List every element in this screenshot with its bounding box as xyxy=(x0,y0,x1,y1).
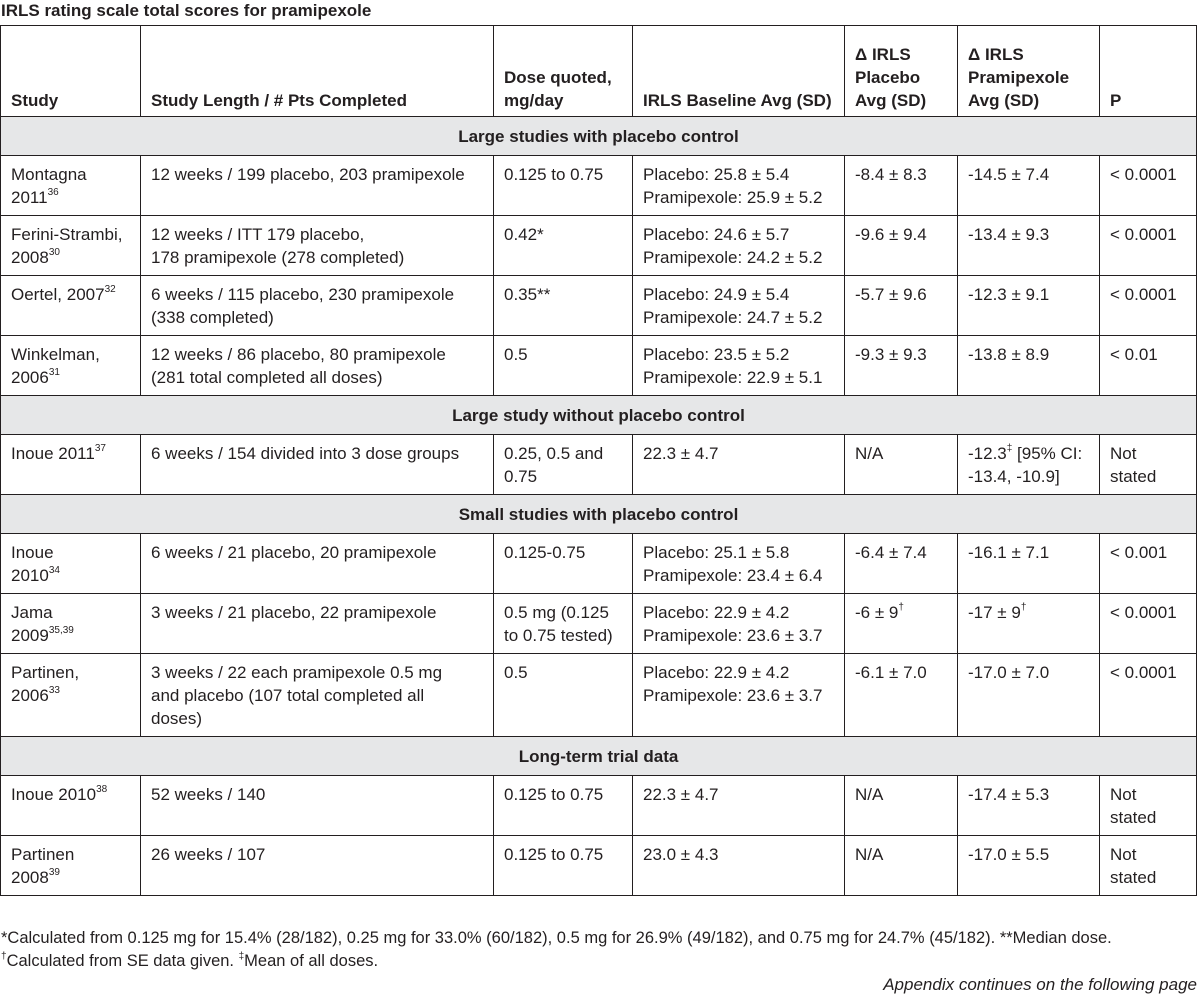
cell-placebo: -6.4 ± 7.4 xyxy=(845,534,958,594)
cell-study: Oertel, 2007$^{32}$ xyxy=(1,276,141,336)
cell-length: 12 weeks / ITT 179 placebo, 178 pramipexole (278 completed) xyxy=(141,216,494,276)
cell-placebo: -5.7 ± 9.6 xyxy=(845,276,958,336)
cell-dose: 0.5 xyxy=(494,654,633,737)
cell-p: Not stated xyxy=(1100,836,1197,896)
table-row xyxy=(1,654,1197,737)
cell-dose: 0.5 mg (0.125 to 0.75 tested) xyxy=(494,594,633,654)
col-header-placebo: Δ IRLS Placebo Avg (SD) xyxy=(845,26,958,117)
col-header-p: P xyxy=(1100,26,1197,117)
cell-pramipexole: -16.1 ± 7.1 xyxy=(958,534,1100,594)
cell-pramipexole: -17.0 ± 5.5 xyxy=(958,836,1100,896)
table-row xyxy=(1,836,1197,896)
cell-placebo: -9.3 ± 9.3 xyxy=(845,336,958,396)
col-header-baseline: IRLS Baseline Avg (SD) xyxy=(633,26,845,117)
cell-baseline: Placebo: 25.8 ± 5.4 Pramipexole: 25.9 ± 5.2 xyxy=(633,156,845,216)
cell-length: 26 weeks / 107 xyxy=(141,836,494,896)
section-row xyxy=(1,117,1197,156)
cell-length: 6 weeks / 154 divided into 3 dose groups xyxy=(141,435,494,495)
cell-p: < 0.0001 xyxy=(1100,654,1197,737)
citation-ref: 36 xyxy=(47,187,59,199)
citation-ref: 38 xyxy=(96,784,108,796)
section-heading: Small studies with placebo control xyxy=(1,495,1197,534)
cell-baseline: 22.3 ± 4.7 xyxy=(633,776,845,836)
cell-baseline: 22.3 ± 4.7 xyxy=(633,435,845,495)
citation-ref: 35,39 xyxy=(48,625,74,637)
cell-pramipexole: -12.3 ± 9.1 xyxy=(958,276,1100,336)
citation-ref: 32 xyxy=(104,284,116,296)
cell-length: 3 weeks / 21 placebo, 22 pramipexole xyxy=(141,594,494,654)
cell-pramipexole: -17.0 ± 7.0 xyxy=(958,654,1100,737)
citation-ref: 37 xyxy=(94,443,106,455)
footnote-line-1: *Calculated from 0.125 mg for 15.4% (28/182), 0.25 mg for 33.0% (60/182), 0.5 mg for 26.9% (49/182), and 0.75 mg for 24.7% (45/182). **Median dose. xyxy=(1,929,1112,947)
cell-pramipexole: -17.4 ± 5.3 xyxy=(958,776,1100,836)
col-header-pramipexole: Δ IRLS Pramipexole Avg (SD) xyxy=(958,26,1100,117)
cell-baseline: Placebo: 22.9 ± 4.2 Pramipexole: 23.6 ± 3.7 xyxy=(633,594,845,654)
cell-study: Montagna 2011$^{36}$ xyxy=(1,156,141,216)
section-row xyxy=(1,737,1197,776)
table-row xyxy=(1,776,1197,836)
table-row xyxy=(1,216,1197,276)
citation-ref: 34 xyxy=(48,565,60,577)
footnote-mark: † xyxy=(1020,602,1027,614)
cell-dose: 0.125 to 0.75 xyxy=(494,156,633,216)
cell-placebo: -6.1 ± 7.0 xyxy=(845,654,958,737)
cell-p: < 0.0001 xyxy=(1100,594,1197,654)
cell-study: Jama 2009$^{35,39}$ xyxy=(1,594,141,654)
cell-study: Partinen 2008$^{39}$ xyxy=(1,836,141,896)
table-row xyxy=(1,336,1197,396)
cell-p: < 0.0001 xyxy=(1100,276,1197,336)
cell-placebo: -9.6 ± 9.4 xyxy=(845,216,958,276)
cell-dose: 0.125 to 0.75 xyxy=(494,776,633,836)
cell-length: 6 weeks / 21 placebo, 20 pramipexole xyxy=(141,534,494,594)
cell-study: Partinen, 2006$^{33}$ xyxy=(1,654,141,737)
table-caption: IRLS rating scale total scores for pramipexole xyxy=(1,1,372,20)
cell-baseline: Placebo: 25.1 ± 5.8 Pramipexole: 23.4 ± 6.4 xyxy=(633,534,845,594)
cell-study: Inoue 2010$^{34}$ xyxy=(1,534,141,594)
table-row xyxy=(1,276,1197,336)
cell-pramipexole: -14.5 ± 7.4 xyxy=(958,156,1100,216)
cell-study: Ferini-Strambi, 2008$^{30}$ xyxy=(1,216,141,276)
continuation-note: Appendix continues on the following page xyxy=(883,975,1197,994)
footnotes xyxy=(1,927,1200,973)
cell-dose: 0.125-0.75 xyxy=(494,534,633,594)
col-header-length: Study Length / # Pts Completed xyxy=(141,26,494,117)
section-heading: Long-term trial data xyxy=(1,737,1197,776)
cell-p: < 0.0001 xyxy=(1100,216,1197,276)
col-header-study: Study xyxy=(1,26,141,117)
cell-pramipexole: -13.4 ± 9.3 xyxy=(958,216,1100,276)
cell-p: < 0.0001 xyxy=(1100,156,1197,216)
cell-p: < 0.001 xyxy=(1100,534,1197,594)
footnote-mark: ‡ xyxy=(1006,443,1013,455)
footnote-mark: † xyxy=(898,602,904,614)
table-row xyxy=(1,156,1197,216)
cell-dose: 0.42* xyxy=(494,216,633,276)
cell-pramipexole: -13.8 ± 8.9 xyxy=(958,336,1100,396)
cell-baseline: Placebo: 24.6 ± 5.7 Pramipexole: 24.2 ± 5.2 xyxy=(633,216,845,276)
cell-pramipexole: -17 ± 9† xyxy=(958,594,1100,654)
cell-baseline: Placebo: 24.9 ± 5.4 Pramipexole: 24.7 ± 5.2 xyxy=(633,276,845,336)
cell-p: Not stated xyxy=(1100,435,1197,495)
col-header-dose: Dose quoted, mg/day xyxy=(494,26,633,117)
cell-length: 3 weeks / 22 each pramipexole 0.5 mg and placebo (107 total completed all doses) xyxy=(141,654,494,737)
cell-study: Inoue 2011$^{37}$ xyxy=(1,435,141,495)
cell-dose: 0.35** xyxy=(494,276,633,336)
cell-length: 6 weeks / 115 placebo, 230 pramipexole (338 completed) xyxy=(141,276,494,336)
cell-baseline: Placebo: 22.9 ± 4.2 Pramipexole: 23.6 ± 3.7 xyxy=(633,654,845,737)
citation-ref: 30 xyxy=(48,247,60,259)
cell-dose: 0.5 xyxy=(494,336,633,396)
cell-dose: 0.125 to 0.75 xyxy=(494,836,633,896)
cell-length: 12 weeks / 199 placebo, 203 pramipexole xyxy=(141,156,494,216)
cell-placebo: -6 ± 9† xyxy=(845,594,958,654)
cell-placebo: -8.4 ± 8.3 xyxy=(845,156,958,216)
irls-scores-table xyxy=(0,25,1197,896)
cell-placebo: N/A xyxy=(845,435,958,495)
table-row xyxy=(1,594,1197,654)
table-row xyxy=(1,435,1197,495)
citation-ref: 33 xyxy=(48,685,60,697)
cell-baseline: 23.0 ± 4.3 xyxy=(633,836,845,896)
section-row xyxy=(1,495,1197,534)
section-heading: Large study without placebo control xyxy=(1,396,1197,435)
citation-ref: 31 xyxy=(48,367,60,379)
cell-study: Inoue 2010$^{38}$ xyxy=(1,776,141,836)
cell-length: 12 weeks / 86 placebo, 80 pramipexole (281 total completed all doses) xyxy=(141,336,494,396)
cell-p: < 0.01 xyxy=(1100,336,1197,396)
citation-ref: 39 xyxy=(48,867,60,879)
cell-baseline: Placebo: 23.5 ± 5.2 Pramipexole: 22.9 ± 5.1 xyxy=(633,336,845,396)
section-row xyxy=(1,396,1197,435)
cell-dose: 0.25, 0.5 and 0.75 xyxy=(494,435,633,495)
table-row xyxy=(1,534,1197,594)
cell-pramipexole: -12.3‡ [95% CI: -13.4, -10.9] xyxy=(958,435,1100,495)
header-row xyxy=(1,26,1197,117)
cell-p: Not stated xyxy=(1100,776,1197,836)
section-heading: Large studies with placebo control xyxy=(1,117,1197,156)
cell-placebo: N/A xyxy=(845,836,958,896)
cell-placebo: N/A xyxy=(845,776,958,836)
footnote-line-2: †Calculated from SE data given. ‡Mean of all doses. xyxy=(1,950,379,970)
cell-length: 52 weeks / 140 xyxy=(141,776,494,836)
cell-study: Winkelman, 2006$^{31}$ xyxy=(1,336,141,396)
